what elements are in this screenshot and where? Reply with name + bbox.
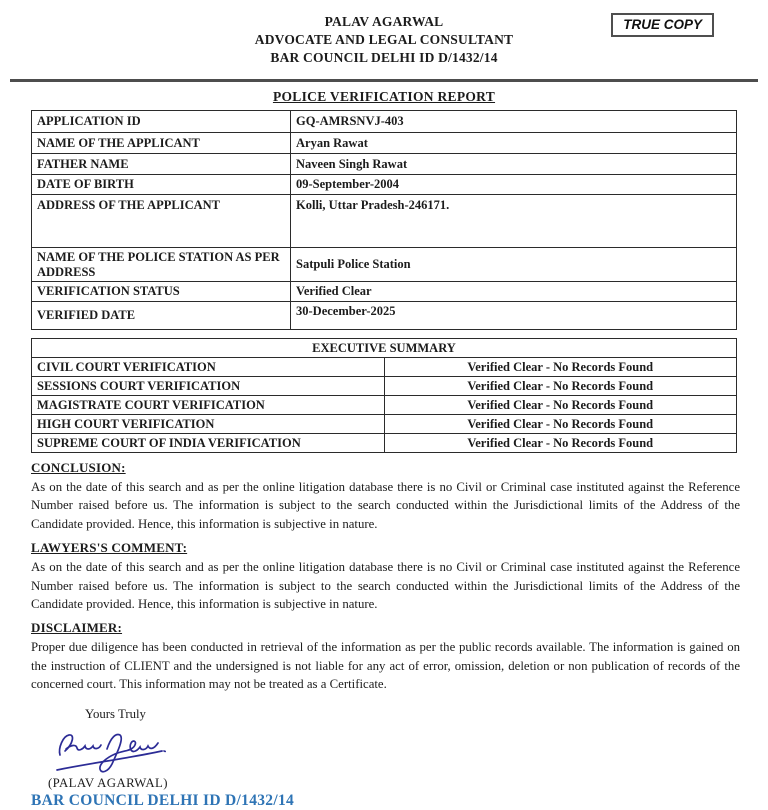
row-label: SESSIONS COURT VERIFICATION: [32, 377, 385, 396]
executive-summary-title: EXECUTIVE SUMMARY: [32, 339, 737, 358]
table-row: [32, 175, 737, 195]
signatory-name: (PALAV AGARWAL): [48, 775, 168, 790]
row-label: NAME OF THE POLICE STATION AS PER ADDRESS: [32, 248, 291, 282]
true-copy-label: TRUE COPY: [623, 17, 702, 32]
row-label: APPLICATION ID: [32, 111, 291, 133]
row-value: Verified Clear - No Records Found: [384, 358, 737, 377]
section-body: Proper due diligence has been conducted in retrieval of the information as per the public records available. The information is gained on the instruction of CLIENT and the undersigned is not liable for any act of error, omission, deletion or non publication of records of the concerned court. This information may not be treated as a Certificate.: [31, 640, 740, 692]
row-value: Satpuli Police Station: [291, 248, 737, 282]
row-label: SUPREME COURT OF INDIA VERIFICATION: [32, 434, 385, 453]
row-value: Verified Clear - No Records Found: [384, 415, 737, 434]
lawyers-comment-section: [31, 540, 740, 613]
true-copy-stamp: [611, 13, 714, 37]
row-value: Verified Clear: [291, 282, 737, 302]
table-row: [32, 434, 737, 453]
section-heading: LAWYERS'S COMMENT:: [31, 540, 188, 556]
row-value: Verified Clear - No Records Found: [384, 434, 737, 453]
row-label: MAGISTRATE COURT VERIFICATION: [32, 396, 385, 415]
row-value: Naveen Singh Rawat: [291, 154, 737, 175]
row-label: FATHER NAME: [32, 154, 291, 175]
row-value: Aryan Rawat: [291, 133, 737, 154]
row-value: Verified Clear - No Records Found: [384, 377, 737, 396]
table-row: [32, 133, 737, 154]
page-title: POLICE VERIFICATION REPORT: [272, 89, 496, 104]
table-row: [32, 358, 737, 377]
signature-image: [50, 724, 180, 776]
row-label: CIVIL COURT VERIFICATION: [32, 358, 385, 377]
row-value: GQ-AMRSNVJ-403: [291, 111, 737, 133]
conclusion-section: [31, 460, 740, 533]
table-row: [32, 415, 737, 434]
table-row: [32, 377, 737, 396]
section-heading: CONCLUSION:: [31, 460, 126, 475]
row-value: 30-December-2025: [291, 302, 737, 330]
disclaimer-section: [31, 620, 740, 693]
table-row: [32, 282, 737, 302]
table-row: [32, 111, 737, 133]
closing-salutation: Yours Truly: [85, 706, 146, 721]
row-label: VERIFIED DATE: [32, 302, 291, 330]
table-row: [32, 396, 737, 415]
executive-summary-table: [31, 338, 737, 453]
bar-council-id-footer: BAR COUNCIL DELHI ID D/1432/14: [31, 791, 295, 809]
row-label: HIGH COURT VERIFICATION: [32, 415, 385, 434]
applicant-details-table: [31, 110, 737, 330]
table-row: [32, 195, 737, 248]
row-label: ADDRESS OF THE APPLICANT: [32, 195, 291, 248]
executive-summary-header-row: [32, 339, 737, 358]
row-value: Verified Clear - No Records Found: [384, 396, 737, 415]
header-divider: [10, 79, 758, 82]
advocate-name: PALAV AGARWAL: [324, 14, 444, 29]
row-value: 09-September-2004: [291, 175, 737, 195]
table-row: [32, 302, 737, 330]
section-heading: DISCLAIMER:: [31, 620, 123, 636]
advocate-designation: ADVOCATE AND LEGAL CONSULTANT: [254, 32, 514, 47]
bar-council-id-header: BAR COUNCIL DELHI ID D/1432/14: [270, 50, 498, 65]
table-row: [32, 248, 737, 282]
section-body: As on the date of this search and as per the online litigation database there is no Civil or Criminal case instituted against the Reference Number raised before us. The information is subject to the search conducted within the Jurisdictional limits of the Address of the Candidate provided. Hence, this information is subjective in nature.: [31, 480, 740, 531]
section-body: As on the date of this search and as per the online litigation database there is no Civil or Criminal case instituted against the Reference Number raised before us. The information is subject to the search conducted within the Jurisdictional limits of the Address of the Candidate provided. Hence, this information is subjective in nature.: [31, 560, 740, 612]
row-value: Kolli, Uttar Pradesh-246171.: [291, 195, 737, 248]
table-row: [32, 154, 737, 175]
row-label: VERIFICATION STATUS: [32, 282, 291, 302]
row-label: DATE OF BIRTH: [32, 175, 291, 195]
row-label: NAME OF THE APPLICANT: [32, 133, 291, 154]
